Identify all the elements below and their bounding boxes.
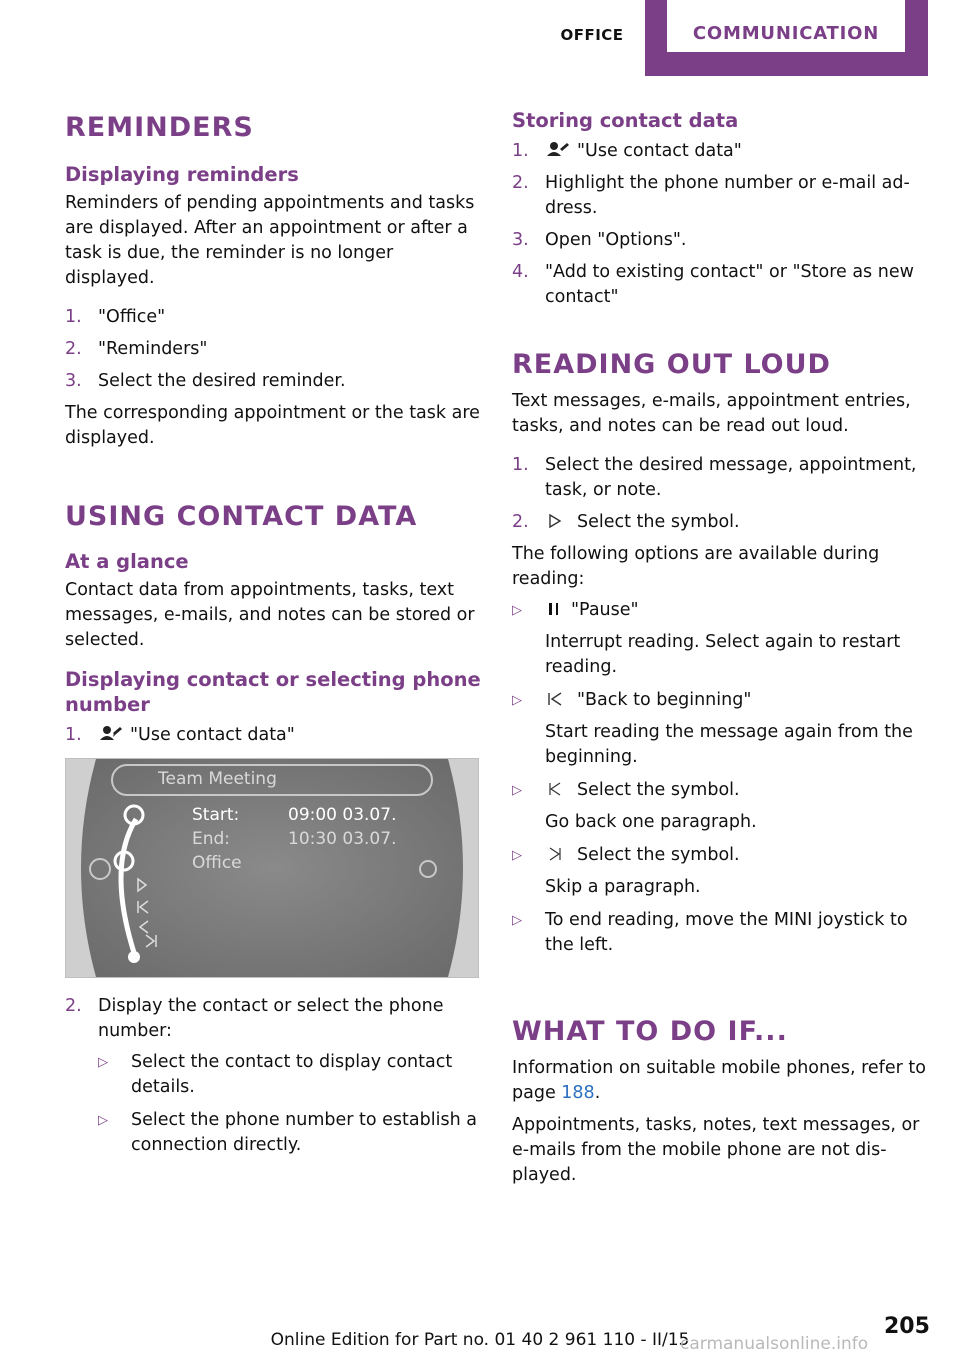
list-item: 2. Highlight the phone number or e-mail address. — [512, 173, 910, 218]
skip-paragraph-icon — [545, 846, 573, 862]
list-item: 2. Display the contact or select the phone number: ▷ Select the contact to display contact details. ▷ Select the phone number to establish a connection directly. — [65, 994, 483, 1158]
reading-options — [512, 598, 932, 958]
page-header — [0, 0, 960, 78]
footer-edition: Online Edition for Part no. 01 40 2 961 110 - II/15 — [270, 1330, 690, 1350]
reading-options-intro: The following options are available during reading: — [512, 544, 880, 589]
reading-out-loud-heading: READING OUT LOUD — [512, 349, 831, 380]
screen-office-label: Office — [192, 853, 242, 873]
display-contact-steps-cont — [65, 994, 483, 1158]
list-item: 3. Select the desired reminder. — [65, 371, 346, 391]
back-paragraph-icon — [545, 781, 573, 797]
displaying-reminders-heading: Displaying reminders — [65, 163, 299, 186]
reading-steps — [512, 453, 932, 535]
what-to-do-text2: Appointments, tasks, notes, text messages, or e-mails from the mobile phone are not displayed. — [512, 1115, 920, 1185]
watermark: carmanualsonline.info — [680, 1334, 869, 1354]
list-item: ▷ To end reading, move the MINI joystick to the left. — [512, 910, 908, 955]
list-item: 1. "Use contact data" — [512, 141, 742, 161]
screen-end-value: 10:30 03.07. — [288, 829, 397, 849]
list-item: ▷ Select the contact to display contact details. — [98, 1052, 453, 1097]
display-contact-heading: Displaying contact or selecting phone number — [65, 668, 481, 716]
what-to-do-heading: WHAT TO DO IF... — [512, 1016, 788, 1047]
list-item: ▷ "Pause" Interrupt reading. Select again to restart reading. — [512, 600, 901, 677]
use-contact-data-icon — [98, 724, 126, 742]
pause-icon — [545, 601, 567, 617]
contact-data-heading: USING CONTACT DATA — [65, 501, 418, 532]
idrive-screen-image — [65, 758, 479, 978]
use-contact-data-icon — [545, 140, 573, 158]
header-tab-communication[interactable] — [645, 0, 928, 76]
list-item: 2. Select the symbol. — [512, 512, 740, 532]
page-link[interactable]: 188 — [561, 1083, 595, 1103]
screen-end-label: End: — [192, 829, 231, 849]
list-item: 1. Select the desired message, appointment, task, or note. — [512, 455, 917, 500]
list-item: 3. Open "Options". — [512, 230, 687, 250]
display-contact-sublist — [98, 1050, 483, 1158]
list-item: ▷ "Back to beginning" Start reading the message again from the beginning. — [512, 690, 913, 767]
play-icon — [545, 513, 573, 529]
displaying-reminders-text: Reminders of pending appointments and tasks are displayed. After an appointment or after a task is due, the reminder is no longer displayed. — [65, 193, 475, 288]
list-item: 2. "Reminders" — [65, 339, 208, 359]
list-item: 1. "Use contact data" — [65, 725, 295, 745]
list-item: ▷ Select the symbol. Skip a paragraph. — [512, 845, 740, 897]
at-a-glance-text: Contact data from appointments, tasks, text messages, e-mails, and notes can be stored or selected. — [65, 580, 475, 650]
screen-title: Team Meeting — [158, 769, 277, 789]
header-tab-communication-label: COMMUNICATION — [667, 0, 905, 52]
screen-start-value: 09:00 03.07. — [288, 805, 397, 825]
right-column — [512, 108, 932, 1188]
storing-steps — [512, 139, 932, 310]
header-tab-office[interactable]: OFFICE — [560, 26, 624, 44]
reminder-steps — [65, 305, 483, 394]
what-to-do-text: Information on suitable mobile phones, refer to page 188. — [512, 1058, 926, 1103]
list-item: 1. "Office" — [65, 307, 166, 327]
list-item: ▷ Select the phone number to establish a connection directly. — [98, 1110, 477, 1155]
back-to-beginning-icon — [545, 691, 573, 707]
reading-text: Text messages, e-mails, appointment entries, tasks, and notes can be read out loud. — [512, 391, 911, 436]
screen-start-label: Start: — [192, 805, 240, 825]
list-item: ▷ Select the symbol. Go back one paragraph. — [512, 780, 757, 832]
reminders-heading: REMINDERS — [65, 112, 254, 143]
display-contact-steps — [65, 723, 483, 748]
reminder-result-text: The corresponding appointment or the task are displayed. — [65, 403, 480, 448]
left-column — [65, 108, 483, 1166]
at-a-glance-heading: At a glance — [65, 550, 189, 573]
storing-contact-heading: Storing contact data — [512, 109, 739, 132]
list-item: 4. "Add to existing contact" or "Store as new contact" — [512, 262, 914, 307]
page-number: 205 — [884, 1314, 930, 1339]
